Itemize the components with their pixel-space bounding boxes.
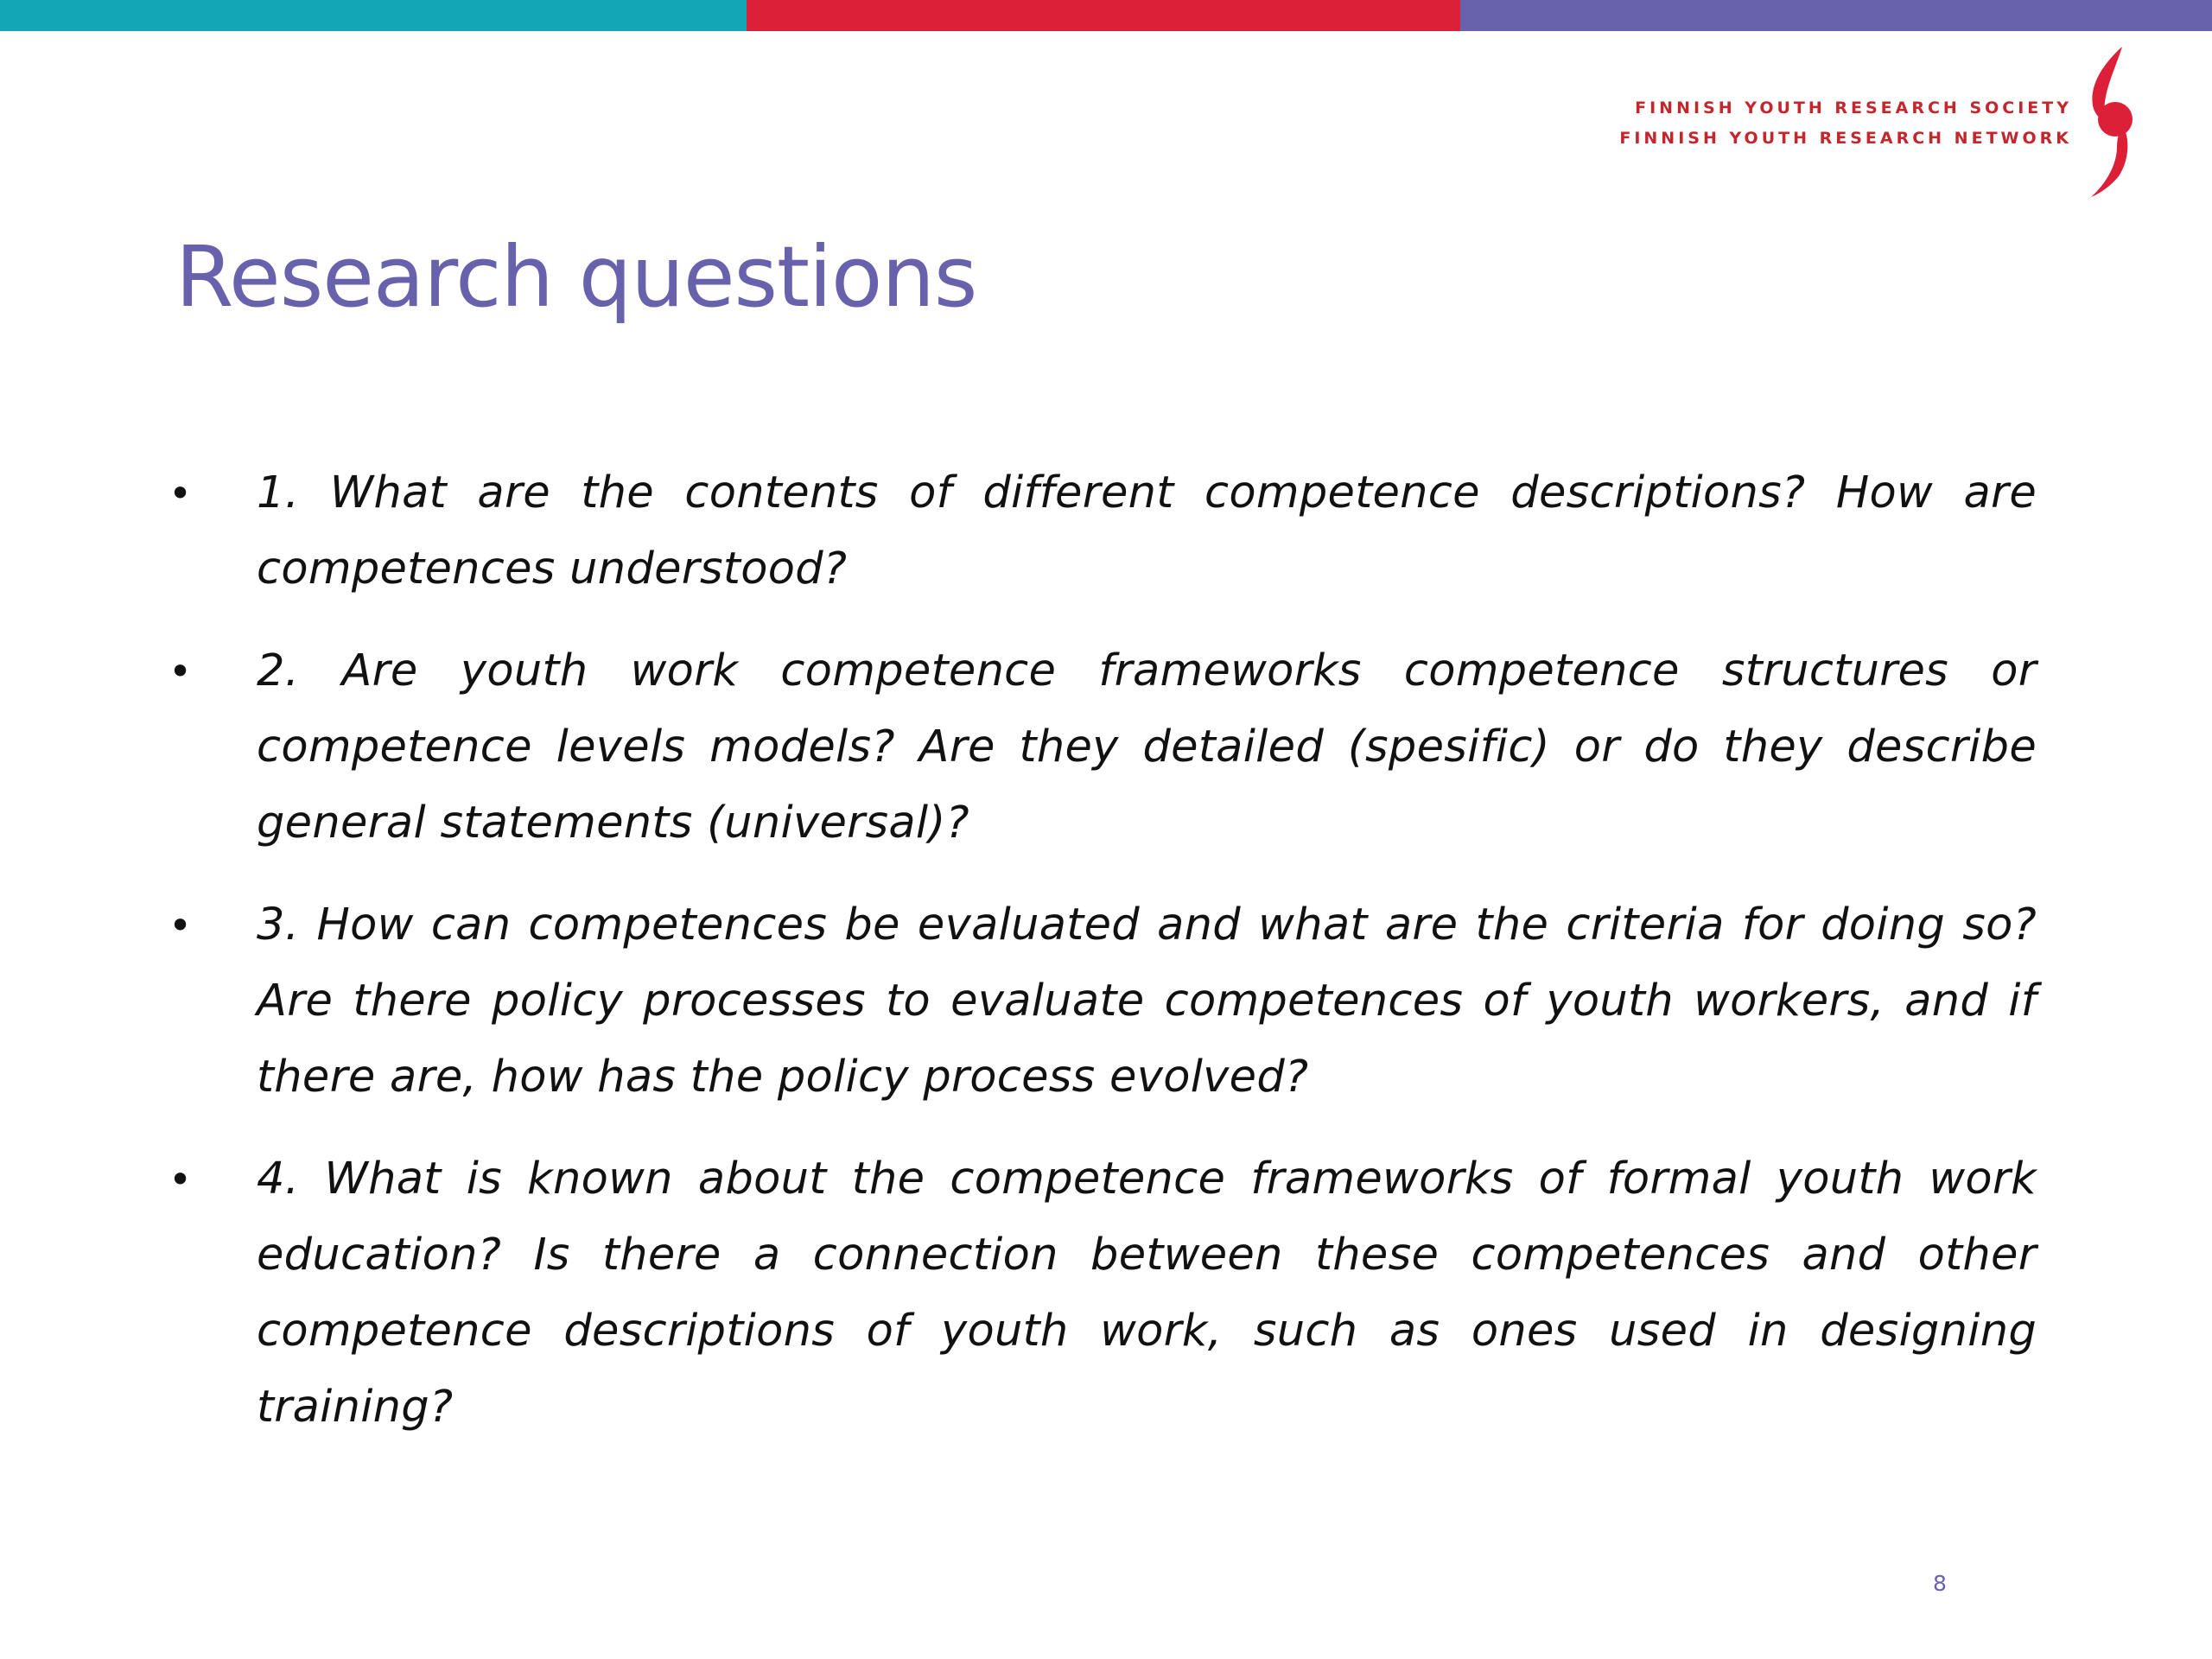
research-questions-list <box>168 455 2037 1471</box>
top-bar-purple-segment <box>1460 0 2212 31</box>
list-item <box>168 633 2037 861</box>
org-line-1: FINNISH YOUTH RESEARCH SOCIETY <box>1635 99 2072 118</box>
logo-center-dot <box>2098 102 2133 137</box>
bullet-marker: • <box>168 1156 193 1203</box>
bullet-text: 2. Are youth work competence frameworks competence structures or competence levels models? Are they detailed (spesific) or do they describe general statements (universal)? <box>257 645 2037 849</box>
top-color-bar <box>0 0 2212 31</box>
slide-title: Research questions <box>175 228 977 326</box>
organization-name <box>1619 93 2072 154</box>
page-number: 8 <box>1933 1571 1947 1596</box>
bullet-marker: • <box>168 470 193 517</box>
bullet-text: 3. How can competences be evaluated and what are the criteria for doing so? Are there policy processes to evaluate competences of youth workers, and if there are, how has the policy process evolved? <box>257 899 2037 1103</box>
bullet-marker: • <box>168 902 193 949</box>
bullet-text: 1. What are the contents of different competence descriptions? How are competences understood? <box>257 467 2037 594</box>
bullet-marker: • <box>168 648 193 695</box>
top-bar-teal-segment <box>0 0 747 31</box>
list-item <box>168 1141 2037 1446</box>
list-item <box>168 455 2037 607</box>
stylized-s-logo-icon <box>2084 45 2133 199</box>
top-bar-red-segment <box>747 0 1460 31</box>
org-line-2: FINNISH YOUTH RESEARCH NETWORK <box>1619 129 2072 148</box>
bullet-text: 4. What is known about the competence frameworks of formal youth work education? Is there a connection between these competences and other competence descriptions of youth work, such as ones used in designing training? <box>257 1154 2037 1433</box>
list-item <box>168 887 2037 1116</box>
